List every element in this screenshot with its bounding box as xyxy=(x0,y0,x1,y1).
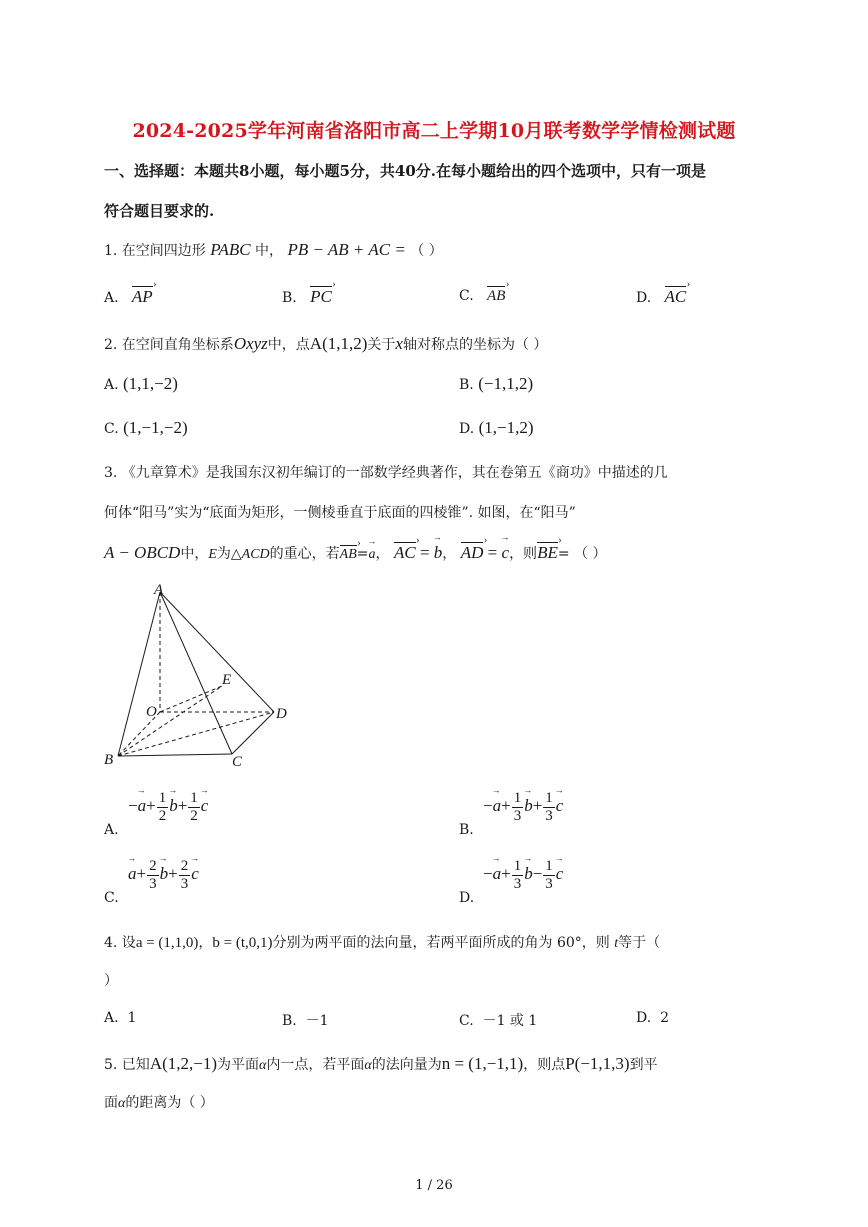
q1-mid: 中， xyxy=(255,243,284,259)
question-4-line2: ） xyxy=(104,973,118,989)
question-4: 4. 设a = (1,1,0)，b = (t,0,1)分别为两平面的法向量，若两平面所成的角为 60°，则 t等于（ xyxy=(104,935,661,951)
label-O: O xyxy=(146,704,157,720)
q1-option-d-value: AC › xyxy=(665,286,687,307)
question-2: 2. 在空间直角坐标系Oxyz中，点A(1,1,2)关于x轴对称点的坐标为（ ） xyxy=(104,334,548,353)
label-B: B xyxy=(104,752,114,768)
label-D: D xyxy=(276,706,287,722)
q1-option-a-value: AP › xyxy=(132,286,153,307)
q1-option-c[interactable]: C. AB › xyxy=(459,286,505,305)
q2-option-d[interactable]: D. (1,−1,2) xyxy=(459,418,534,437)
question-1 xyxy=(104,240,443,260)
q1-shape: PABC xyxy=(210,240,251,259)
page-title: 2024-2025学年河南省洛阳市高二上学期10月联考数学学情检测试题 xyxy=(132,120,736,142)
q1-option-a[interactable]: A. AP › xyxy=(104,286,153,307)
q4-option-b[interactable]: B. －1 xyxy=(282,1013,329,1029)
q1-blank: （ ） xyxy=(410,243,443,259)
segment-OE xyxy=(160,686,222,712)
q1-option-d[interactable]: D. AC › xyxy=(636,286,686,307)
q2-point: A(1,1,2) xyxy=(309,334,368,353)
q4-option-a[interactable]: A. 1 xyxy=(104,1010,137,1026)
pyramid-figure xyxy=(98,580,298,770)
question-5-line2: 面α的距离为（ ） xyxy=(104,1095,214,1111)
q1-option-c-value: AB › xyxy=(487,286,505,305)
edge-BC xyxy=(118,754,232,756)
q4-option-d[interactable]: D. 2 xyxy=(636,1010,670,1026)
q1-expression: PB − AB + AC = xyxy=(287,240,406,259)
label-A: A xyxy=(154,582,164,598)
q4-option-c[interactable]: C. －1 或 1 xyxy=(459,1013,538,1029)
q1-prefix: 1. 在空间四边形 xyxy=(104,243,206,259)
document-page: 2024-2025学年河南省洛阳市高二上学期10月联考数学学情检测试题 一、选择题：本题共8小题，每小题5分，共40分.在每小题给出的四个选项中，只有一项是 符合题目要求的. 1. 在空间四边形 PABC 中， PB − AB + AC = （ ） A. AP › B. PC › C. AB › D. AC › 2. 在空间直角坐标系Oxyz中，点A(1,1,2)关于x轴对称点的坐标为（ ） A. (1,1,−2) B. (−1,1,2) C. (1,−1,−2) D. (1,−1,2) 3. 《九章算术》是我国东汉初年编订的一部数学经典著作，其在卷第五《商功》中描述的几 何体“阳马”实为“底面为矩形，一侧棱垂直于底面的四棱锥”. 如图，在“阳马” A − OBCD中，E为△ACD的重心，若AB ›=→ a， AC › = → b， AD › = → c，则BE ›= （ ） A E O D B C A. −→ a+ $\frac{1}{2}$ → b+ $\frac{1}{2}$ → c B. −→ a+ $\frac{1}{3}$ → b+ $\frac{1}{3}$ → c C. → a+ $\frac{2}{3}$ → b+ $\frac{2}{3}$ → c D. −→ a+ $\frac{1}{3}$ → b− $\frac{1}{3}$ → c 4. 设a = (1,1,0)，b = (t,0,1)分别为两平面的法向量，若两平面所成的角为 60°，则 t等于（ ） A. 1 B. －1 C. －1 或 1 D. 2 5. 已知A(1,2,−1)为平面α内一点，若平面α的法向量为n = (1,−1,1)，则点P(−1,1,3)到平 面α的距离为（ ） 1 / 26 xyxy=(0,0,868,1227)
segment-BD xyxy=(118,712,274,756)
q2-option-a[interactable]: A. (1,1,−2) xyxy=(104,374,178,393)
q1-option-b-value: PC › xyxy=(310,286,332,307)
q2-option-b[interactable]: B. (−1,1,2) xyxy=(459,374,534,393)
edge-AD xyxy=(160,592,274,712)
question-3-line2: 何体“阳马”实为“底面为矩形，一侧棱垂直于底面的四棱锥”. 如图，在“阳马” xyxy=(104,505,576,521)
q2-option-c[interactable]: C. (1,−1,−2) xyxy=(104,418,188,437)
label-C: C xyxy=(232,754,243,770)
label-E: E xyxy=(222,672,232,688)
q1-option-b[interactable]: B. PC › xyxy=(282,286,332,307)
question-3-line3: A − OBCD中，E为△ACD的重心，若AB ›=→ a， AC › = → b， AD › = → c，则BE ›= （ ） xyxy=(104,542,606,563)
section-heading-line1: 一、选择题：本题共8小题，每小题5分，共40分.在每小题给出的四个选项中，只有一项是 xyxy=(104,162,706,180)
page-number: 1 / 26 xyxy=(415,1178,453,1193)
section-heading-line2: 符合题目要求的. xyxy=(104,202,215,220)
question-3-line1: 3. 《九章算术》是我国东汉初年编订的一部数学经典著作，其在卷第五《商功》中描述的几 xyxy=(104,465,668,481)
question-5: 5. 已知A(1,2,−1)为平面α内一点，若平面α的法向量为n = (1,−1,1)，则点P(−1,1,3)到平 xyxy=(104,1054,658,1073)
